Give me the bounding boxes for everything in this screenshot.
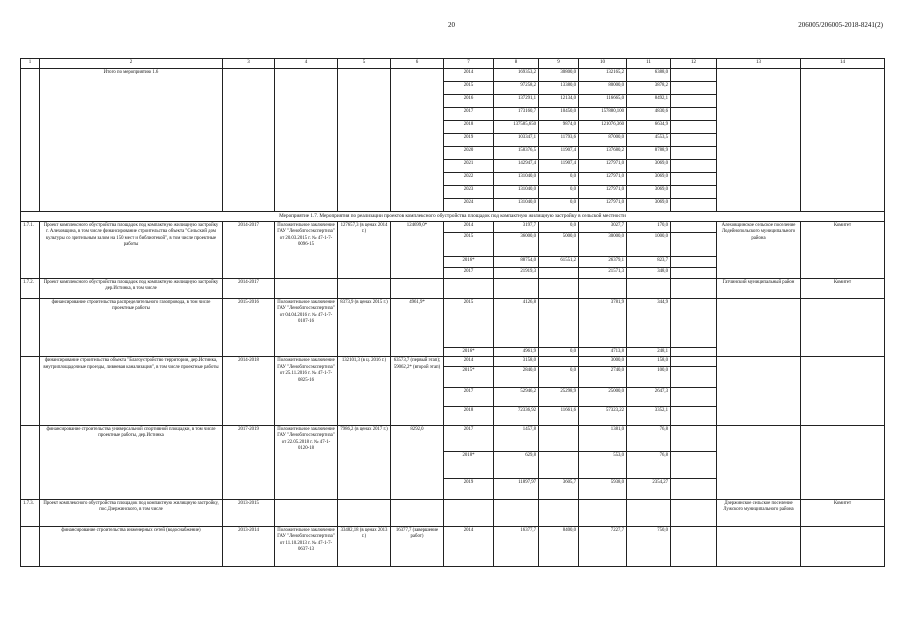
item-period: 2014-2017 — [223, 222, 275, 279]
local-cell: 3878,2 — [627, 82, 671, 95]
regional-cell: 5938,0 — [579, 478, 627, 499]
federal-cell: 0,0 — [539, 348, 579, 357]
page-number: 20 — [448, 21, 455, 29]
cost-cell — [338, 69, 391, 212]
item-number: 1.7.3. — [21, 499, 40, 526]
column-number: 13 — [717, 59, 801, 69]
other-cell — [671, 451, 717, 478]
item-name: Проект комплексного обустройства площадок под компактную жилищную застройку, пос.Дзержинского, в том числе — [40, 499, 223, 526]
other-cell — [671, 357, 717, 366]
year-cell: 2022 — [444, 173, 494, 186]
regional-cell: 25000,0 — [579, 387, 627, 406]
year-cell: 2014 — [444, 357, 494, 366]
column-number: 10 — [579, 59, 627, 69]
federal-cell — [539, 357, 579, 366]
year-cell: 2017 — [444, 108, 494, 121]
committee-cell — [801, 526, 885, 566]
year-cell: 2017 — [444, 268, 494, 279]
item-number — [21, 425, 40, 499]
year-cell: 2024 — [444, 199, 494, 212]
executor-cell — [717, 69, 801, 212]
total-cell: 131040,0 — [494, 173, 539, 186]
item-period: 2015-2016 — [223, 299, 275, 357]
item-document: Положительное заключение ГАУ "Леноблгосэкспертиза" от 04.04.2016 г. № 47-1-7-0107-16 — [275, 299, 338, 357]
regional-cell: 137680,2 — [579, 147, 627, 160]
year-cell: 2017 — [444, 387, 494, 406]
regional-cell: 2740,0 — [579, 366, 627, 387]
year-cell: 2018 — [444, 406, 494, 425]
federal-cell: 11907,4 — [539, 160, 579, 173]
total-cell: 88754,0 — [494, 257, 539, 268]
item-number — [21, 299, 40, 357]
item-remaining: 63573,7 (первый этап); 59062,2* (второй этап) — [391, 357, 444, 425]
item-number: 1.7.1. — [21, 222, 40, 279]
federal-cell: 61551,2 — [539, 257, 579, 268]
federal-cell: 9874,0 — [539, 121, 579, 134]
local-cell: 3069,0 — [627, 199, 671, 212]
regional-cell: 57323,22 — [579, 406, 627, 425]
column-number: 7 — [444, 59, 494, 69]
local-cell: 6388,0 — [627, 69, 671, 82]
regional-cell: 157880,100 — [579, 108, 627, 121]
item-cost: 8373,9 (в ценах 2015 г.) — [338, 299, 391, 357]
federal-cell — [539, 268, 579, 279]
local-cell: 248,1 — [627, 348, 671, 357]
item-period: 2014-2017 — [223, 279, 275, 299]
other-cell — [671, 478, 717, 499]
committee-cell: Комитет — [801, 279, 885, 299]
other-cell — [671, 526, 717, 566]
total-cell: 137291,1 — [494, 95, 539, 108]
other-cell — [671, 233, 717, 257]
regional-cell: 127971,0 — [579, 199, 627, 212]
empty-cell — [338, 499, 391, 526]
empty-cell — [627, 499, 671, 526]
other-cell — [671, 299, 717, 348]
federal-cell — [539, 299, 579, 348]
item-document: Положительное заключение ГАУ "Леноблгосэкспертиза" от 22.05.2018 г. № 47-1-0120-18 — [275, 425, 338, 499]
item-number — [21, 357, 40, 425]
other-cell — [671, 186, 717, 199]
other-cell — [671, 348, 717, 357]
empty-cell — [671, 499, 717, 526]
item-name: Проект комплексного обустройства площадок под компактную жилищную застройку г. Алеховщина, в том числе финансирование строительства объекта "Сельский дом культуры со зрительным залом на 150 мест и библиотекой", в том числе проектные работы — [40, 222, 223, 279]
total-cell: 3158,0 — [494, 357, 539, 366]
committee-cell — [801, 425, 885, 499]
item-cost: 127657,3 (в ценах 2014 г.) — [338, 222, 391, 279]
other-cell — [671, 406, 717, 425]
total-cell: 21919,3 — [494, 268, 539, 279]
empty-cell — [494, 499, 539, 526]
federal-cell: 11907,4 — [539, 147, 579, 160]
other-cell — [671, 147, 717, 160]
federal-cell: 5000,0 — [539, 233, 579, 257]
item-1-7-1-row — [21, 222, 885, 233]
total-cell: 97258,2 — [494, 82, 539, 95]
federal-cell: 12134,0 — [539, 95, 579, 108]
federal-cell: 11793,6 — [539, 134, 579, 147]
local-cell: 8492,1 — [627, 95, 671, 108]
local-cell: 8788,9 — [627, 147, 671, 160]
local-cell: 2354,27 — [627, 478, 671, 499]
empty-cell — [338, 279, 391, 299]
year-cell: 2015 — [444, 82, 494, 95]
empty-cell — [391, 279, 444, 299]
year-cell: 2020 — [444, 147, 494, 160]
local-cell: 1000,0 — [627, 233, 671, 257]
year-cell: 2019 — [444, 478, 494, 499]
total-cell: 173160,7 — [494, 108, 539, 121]
item-1-7-3-water-row — [21, 526, 885, 566]
committee-cell: Комитет — [801, 222, 885, 279]
year-cell: 2016 — [444, 95, 494, 108]
other-cell — [671, 121, 717, 134]
column-number: 14 — [801, 59, 885, 69]
column-number: 2 — [40, 59, 223, 69]
item-remaining: 16377,7 (завершение работ) — [391, 526, 444, 566]
item-name: финансирование строительства объекта "Благоустройство территории, дер.Истинка, внутриплощадочные проезды, ливневая канализация", в том числе проектные работы — [40, 357, 223, 425]
item-cost: 132101,3 (в ц. 2016 г.) — [338, 357, 391, 425]
column-number: 1 — [21, 59, 40, 69]
year-cell: 2018 — [444, 121, 494, 134]
year-cell: 2014 — [444, 69, 494, 82]
item-document: Положительное заключение ГАУ "Леноблгосэкспертиза" от 20.03.2015 г. № 47-1-7-0096-15 — [275, 222, 338, 279]
empty-cell — [275, 279, 338, 299]
regional-cell: 7227,7 — [579, 526, 627, 566]
other-cell — [671, 108, 717, 121]
item-document: Положительное заключение ГАУ "Леноблгосэкспертиза" от 11.10.2013 г. № 47-1-7-0637-13 — [275, 526, 338, 566]
regional-cell: 121076,360 — [579, 121, 627, 134]
regional-cell: 26379,1 — [579, 257, 627, 268]
item-name: финансирование строительства распределительного газопровода, в том числе проектные работы — [40, 299, 223, 357]
federal-cell: 0,0 — [539, 222, 579, 233]
regional-cell: 127971,0 — [579, 160, 627, 173]
other-cell — [671, 199, 717, 212]
item-cost: 7986,2 (в ценах 2017 г.) — [338, 425, 391, 499]
total-cell: 16377,7 — [494, 526, 539, 566]
regional-cell: 4713,8 — [579, 348, 627, 357]
total-cell: 3197,7 — [494, 222, 539, 233]
item-cost: 33482,18 (в ценах 2013 г.) — [338, 526, 391, 566]
local-cell: 76,8 — [627, 425, 671, 451]
total-cell: 629,8 — [494, 451, 539, 478]
year-cell: 2015 — [444, 299, 494, 348]
federal-cell: 13380,0 — [539, 82, 579, 95]
column-number: 12 — [671, 59, 717, 69]
year-cell: 2018* — [444, 451, 494, 478]
local-cell: 344,9 — [627, 299, 671, 348]
local-cell: 3352,1 — [627, 406, 671, 425]
federal-cell: 10450,0 — [539, 108, 579, 121]
federal-cell: 30800,0 — [539, 69, 579, 82]
other-cell — [671, 222, 717, 233]
total-cell: 1457,8 — [494, 425, 539, 451]
local-cell: 823,7 — [627, 257, 671, 268]
total-row — [21, 69, 885, 82]
column-number: 3 — [223, 59, 275, 69]
regional-cell: 132165,2 — [579, 69, 627, 82]
other-cell — [671, 95, 717, 108]
year-cell: 2014 — [444, 222, 494, 233]
total-cell: 4126,8 — [494, 299, 539, 348]
year-cell: 2014 — [444, 526, 494, 566]
year-cell: 2017 — [444, 425, 494, 451]
column-number: 5 — [338, 59, 391, 69]
local-cell: 100,0 — [627, 366, 671, 387]
committee-cell — [801, 69, 885, 212]
empty-cell — [494, 279, 539, 299]
regional-cell: 21571,3 — [579, 268, 627, 279]
local-cell: 2647,3 — [627, 387, 671, 406]
federal-cell: 0,0 — [539, 199, 579, 212]
item-1-7-2-gas-row — [21, 299, 885, 348]
total-cell: 137585,650 — [494, 121, 539, 134]
document-id: 206005/206005-2018-8241(2) — [798, 21, 883, 29]
empty-cell — [579, 499, 627, 526]
other-cell — [671, 82, 717, 95]
local-cell: 3069,0 — [627, 186, 671, 199]
item-period: 2014-2018 — [223, 357, 275, 425]
federal-cell — [539, 451, 579, 478]
year-cell: 2023 — [444, 186, 494, 199]
total-cell: 52946,2 — [494, 387, 539, 406]
item-name: финансирование строительства универсальной спортивной площадки, в том числе проектные работы, дер.Истинка — [40, 425, 223, 499]
regional-cell: 3000,0 — [579, 357, 627, 366]
other-cell — [671, 387, 717, 406]
federal-cell: 0,0 — [539, 366, 579, 387]
local-cell: 4830,6 — [627, 108, 671, 121]
item-remaining: 8292,0 — [391, 425, 444, 499]
federal-cell: 8400,0 — [539, 526, 579, 566]
item-period: 2013-2014 — [223, 526, 275, 566]
empty-cell — [671, 279, 717, 299]
total-cell: 131040,0 — [494, 199, 539, 212]
local-cell: 158,0 — [627, 357, 671, 366]
empty-cell — [627, 279, 671, 299]
federal-cell: 11661,6 — [539, 406, 579, 425]
regional-cell: 3781,9 — [579, 299, 627, 348]
column-number: 9 — [539, 59, 579, 69]
local-cell: 76,8 — [627, 451, 671, 478]
item-number — [21, 526, 40, 566]
committee-cell — [801, 299, 885, 357]
total-cell: 142947,4 — [494, 160, 539, 173]
item-name: финансирование строительства инженерных сетей (водоснабжение) — [40, 526, 223, 566]
total-cell: 36000,0 — [494, 233, 539, 257]
empty-cell — [539, 499, 579, 526]
item-period: 2017-2019 — [223, 425, 275, 499]
regional-cell: 80000,0 — [579, 82, 627, 95]
total-cell: 131040,0 — [494, 186, 539, 199]
other-cell — [671, 257, 717, 268]
federal-cell: 25298,9 — [539, 387, 579, 406]
empty-cell — [539, 279, 579, 299]
item-remaining: 124699,0* — [391, 222, 444, 279]
local-cell: 4553,5 — [627, 134, 671, 147]
other-cell — [671, 160, 717, 173]
total-label: Итого по мероприятию 1.6 — [40, 69, 223, 212]
remain-cell — [391, 69, 444, 212]
executor-cell — [717, 526, 801, 566]
empty-cell — [444, 279, 494, 299]
program-table — [20, 58, 885, 567]
regional-cell: 127971,0 — [579, 173, 627, 186]
other-cell — [671, 134, 717, 147]
item-period: 2013-2015 — [223, 499, 275, 526]
column-number: 6 — [391, 59, 444, 69]
year-cell: 2016* — [444, 348, 494, 357]
federal-cell: 0,0 — [539, 173, 579, 186]
column-number: 4 — [275, 59, 338, 69]
executor-cell: Дзержинское сельское поселение Лужского муниципального района — [717, 499, 801, 526]
other-cell — [671, 425, 717, 451]
total-cell: 72336,92 — [494, 406, 539, 425]
federal-cell — [539, 425, 579, 451]
column-number: 11 — [627, 59, 671, 69]
executor-cell: Алеховщинское сельское поселение Лодейнопольского муниципального района — [717, 222, 801, 279]
section-heading-row — [21, 212, 885, 222]
empty-cell — [444, 499, 494, 526]
total-cell: 158376,5 — [494, 147, 539, 160]
local-cell: 750,0 — [627, 526, 671, 566]
column-number: 8 — [494, 59, 539, 69]
year-cell: 2019 — [444, 134, 494, 147]
year-cell: 2021 — [444, 160, 494, 173]
regional-cell: 127971,0 — [579, 186, 627, 199]
item-remaining: 4961,9* — [391, 299, 444, 357]
regional-cell: 116665,0 — [579, 95, 627, 108]
item-name: Проект комплексного обустройства площадок под компактную жилищную застройку дер.Истинка, в том числе — [40, 279, 223, 299]
other-cell — [671, 69, 717, 82]
committee-cell — [801, 357, 885, 425]
total-cell: 4961,9 — [494, 348, 539, 357]
year-cell: 2015* — [444, 366, 494, 387]
executor-cell — [717, 299, 801, 357]
num-cell — [21, 69, 40, 212]
year-cell: 2016* — [444, 257, 494, 268]
regional-cell: 553,0 — [579, 451, 627, 478]
local-cell: 6634,9 — [627, 121, 671, 134]
regional-cell: 1381,0 — [579, 425, 627, 451]
year-cell: 2015 — [444, 233, 494, 257]
other-cell — [671, 366, 717, 387]
local-cell: 170,0 — [627, 222, 671, 233]
other-cell — [671, 173, 717, 186]
section-heading: Мероприятие 1.7. Мероприятия по реализации проектов комплексного обустройства площадок под компактную жилищную застройку в сельской местности — [21, 212, 885, 222]
header-row — [21, 59, 885, 69]
other-cell — [671, 268, 717, 279]
item-1-7-2-row — [21, 279, 885, 299]
federal-cell: 0,0 — [539, 186, 579, 199]
item-number: 1.7.2. — [21, 279, 40, 299]
item-1-7-2-landscaping-row — [21, 357, 885, 366]
empty-cell — [275, 499, 338, 526]
total-cell: 2840,0 — [494, 366, 539, 387]
empty-cell — [391, 499, 444, 526]
total-cell: 11897,97 — [494, 478, 539, 499]
regional-cell: 87000,0 — [579, 134, 627, 147]
empty-cell — [579, 279, 627, 299]
regional-cell: 30000,0 — [579, 233, 627, 257]
committee-cell: Комитет — [801, 499, 885, 526]
executor-cell: Гатчинский муниципальный район — [717, 279, 801, 299]
regional-cell: 3027,7 — [579, 222, 627, 233]
item-1-7-3-row — [21, 499, 885, 526]
total-cell: 103347,1 — [494, 134, 539, 147]
item-1-7-2-sport-row — [21, 425, 885, 451]
period-cell — [223, 69, 275, 212]
doc-cell — [275, 69, 338, 212]
executor-cell — [717, 425, 801, 499]
local-cell: 3069,0 — [627, 173, 671, 186]
item-document: Положительное заключение ГАУ "Леноблгосэкспертиза" от 25.11.2016 г. № 47-1-7-0825-16 — [275, 357, 338, 425]
total-cell: 169353,2 — [494, 69, 539, 82]
local-cell: 3069,0 — [627, 160, 671, 173]
executor-cell — [717, 357, 801, 425]
federal-cell: 3605,7 — [539, 478, 579, 499]
local-cell: 348,0 — [627, 268, 671, 279]
